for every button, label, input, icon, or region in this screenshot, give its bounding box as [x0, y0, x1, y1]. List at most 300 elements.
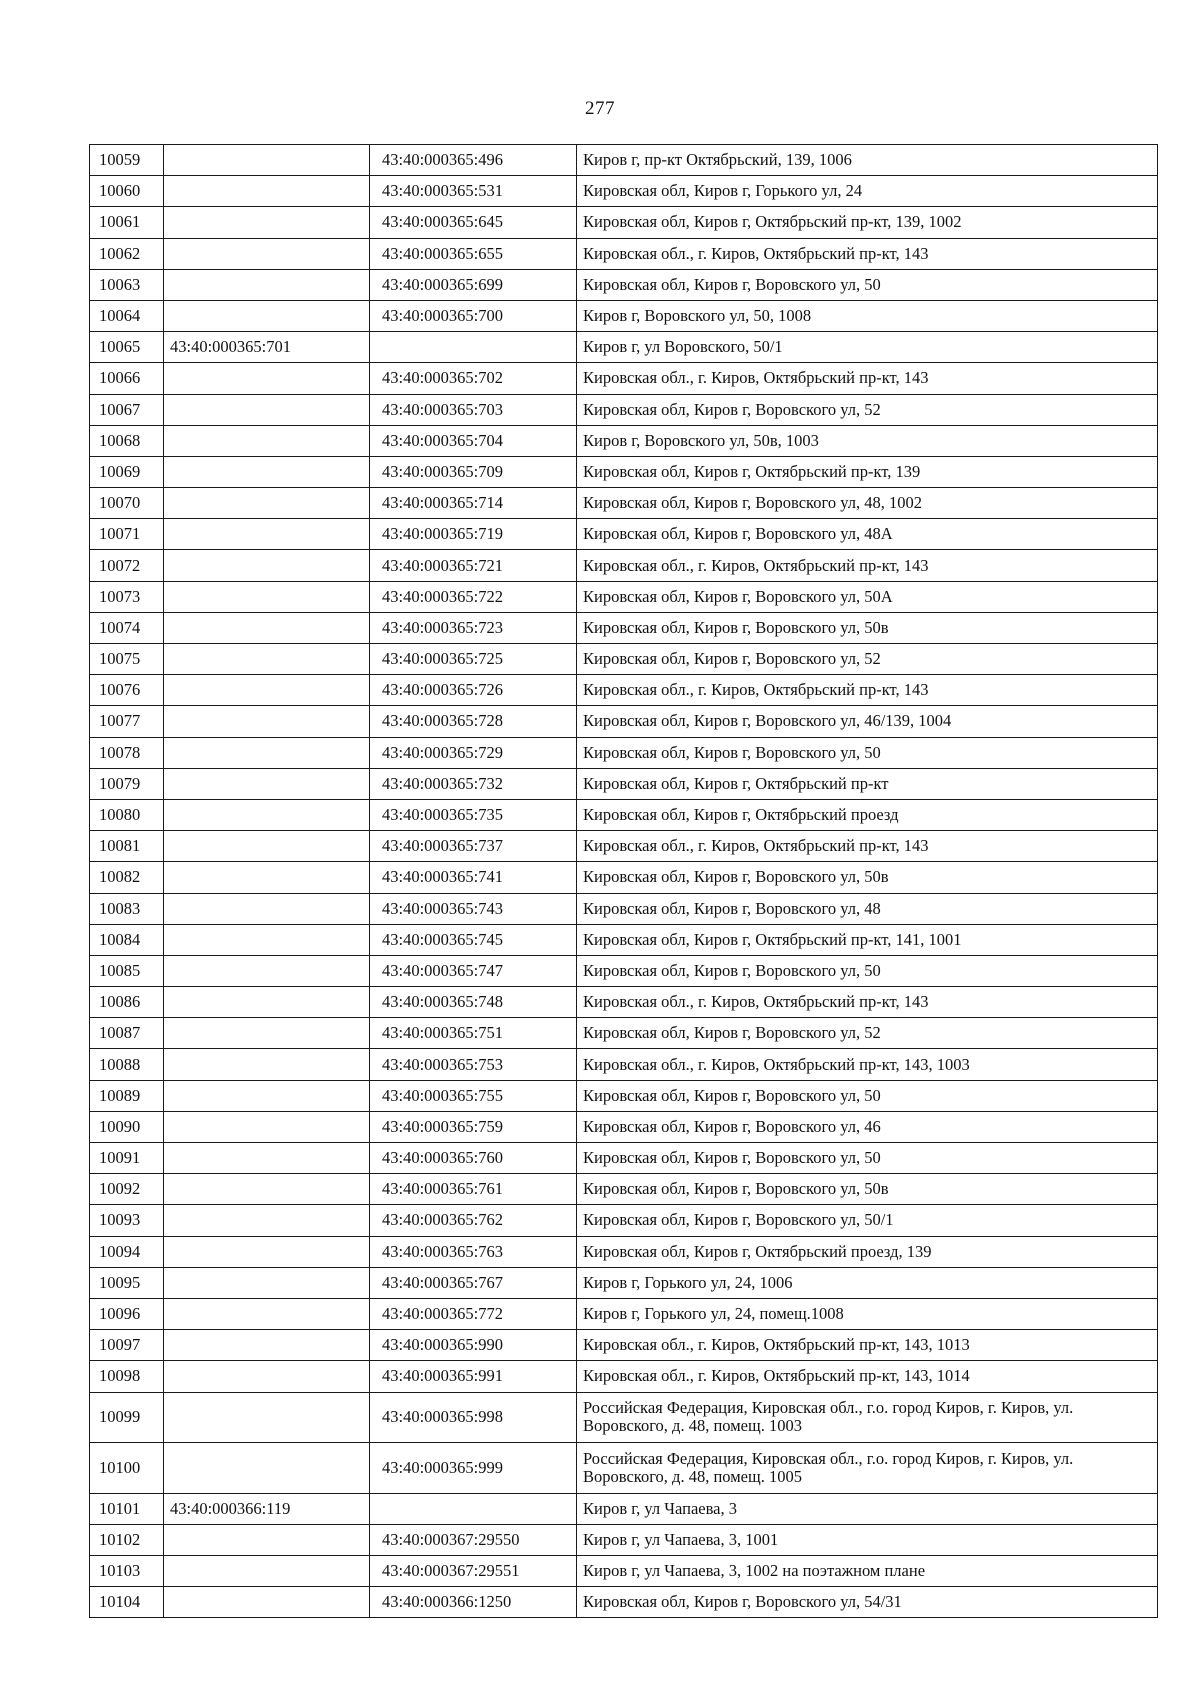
address-cell [577, 1143, 1158, 1174]
row-number-cell [90, 145, 164, 176]
row-number-cell [90, 924, 164, 955]
land-cadastral-number-cell [164, 425, 370, 456]
address-cell [577, 550, 1158, 581]
row-number-text: 10064 [99, 306, 141, 326]
row-number-cell [90, 394, 164, 425]
row-number-cell [90, 581, 164, 612]
land-cadastral-number-cell [164, 1174, 370, 1205]
address-text: Кировская обл., г. Киров, Октябрьский пр-кт, 143, 1003 [583, 1054, 970, 1074]
object-cadastral-number-cell [370, 862, 577, 893]
row-number-text: 10062 [99, 243, 141, 263]
land-cadastral-number-cell [164, 1587, 370, 1618]
table-row [90, 1174, 1158, 1205]
object-cadastral-number-cell [370, 1267, 577, 1298]
row-number-cell [90, 1080, 164, 1111]
address-cell [577, 644, 1158, 675]
row-number-cell [90, 1205, 164, 1236]
table-row [90, 924, 1158, 955]
address-text: Киров г, Горького ул, 24, 1006 [583, 1272, 793, 1292]
object-cadastral-number-text: 43:40:000365:704 [382, 430, 504, 450]
land-cadastral-number-cell [164, 1555, 370, 1586]
row-number-cell [90, 207, 164, 238]
land-cadastral-number-cell [164, 581, 370, 612]
object-cadastral-number-text: 43:40:000365:714 [382, 493, 504, 513]
row-number-text: 10075 [99, 649, 141, 669]
address-text: Кировская обл, Киров г, Октябрьский пр-кт, 139, 1002 [583, 212, 962, 232]
table-row [90, 1143, 1158, 1174]
land-cadastral-number-cell [164, 893, 370, 924]
address-cell [577, 924, 1158, 955]
object-cadastral-number-cell [370, 1143, 577, 1174]
land-cadastral-number-cell [164, 612, 370, 643]
row-number-cell [90, 1143, 164, 1174]
address-text: Кировская обл, Киров г, Воровского ул, 46/139, 1004 [583, 711, 952, 731]
object-cadastral-number-text: 43:40:000365:725 [382, 649, 504, 669]
table-row [90, 1205, 1158, 1236]
object-cadastral-number-text: 43:40:000365:645 [382, 212, 504, 232]
row-number-text: 10102 [99, 1529, 141, 1549]
address-text: Кировская обл, Киров г, Воровского ул, 54/31 [583, 1592, 902, 1612]
object-cadastral-number-cell [370, 581, 577, 612]
row-number-cell [90, 675, 164, 706]
address-cell [577, 831, 1158, 862]
row-number-text: 10067 [99, 399, 141, 419]
row-number-cell [90, 176, 164, 207]
land-cadastral-number-text: 43:40:000365:701 [170, 337, 292, 357]
address-cell [577, 332, 1158, 363]
object-cadastral-number-cell [370, 1174, 577, 1205]
row-number-text: 10074 [99, 617, 141, 637]
address-text: Кировская обл., г. Киров, Октябрьский пр-кт, 143 [583, 836, 929, 856]
address-cell [577, 394, 1158, 425]
table-row [90, 1493, 1158, 1524]
row-number-text: 10093 [99, 1210, 141, 1230]
address-text: Кировская обл, Киров г, Воровского ул, 52 [583, 1023, 881, 1043]
row-number-cell [90, 1361, 164, 1392]
address-cell [577, 1174, 1158, 1205]
object-cadastral-number-cell [370, 456, 577, 487]
address-cell [577, 893, 1158, 924]
row-number-text: 10078 [99, 742, 141, 762]
table-row [90, 1524, 1158, 1555]
row-number-cell [90, 987, 164, 1018]
object-cadastral-number-text [376, 337, 382, 356]
land-cadastral-number-cell [164, 1143, 370, 1174]
object-cadastral-number-cell [370, 1049, 577, 1080]
object-cadastral-number-cell [370, 519, 577, 550]
address-text: Кировская обл., г. Киров, Октябрьский пр-кт, 143, 1014 [583, 1366, 970, 1386]
land-cadastral-number-cell [164, 1361, 370, 1392]
land-cadastral-number-cell [164, 363, 370, 394]
object-cadastral-number-text: 43:40:000365:729 [382, 742, 504, 762]
row-number-cell [90, 1298, 164, 1329]
object-cadastral-number-cell [370, 394, 577, 425]
address-text: Киров г, ул Воровского, 50/1 [583, 337, 783, 357]
object-cadastral-number-cell [370, 644, 577, 675]
table-row [90, 456, 1158, 487]
address-cell [577, 1080, 1158, 1111]
address-cell [577, 207, 1158, 238]
registry-table-body [90, 145, 1158, 1618]
land-cadastral-number-cell [164, 1018, 370, 1049]
address-text: Российская Федерация, Кировская обл., г.о. город Киров, г. Киров, ул. Воровского, д. 48, помещ. 1003 [583, 1398, 1074, 1436]
object-cadastral-number-cell [370, 1524, 577, 1555]
row-number-text: 10083 [99, 898, 141, 918]
address-cell [577, 1392, 1158, 1443]
row-number-cell [90, 456, 164, 487]
row-number-text: 10098 [99, 1366, 141, 1386]
row-number-cell [90, 1587, 164, 1618]
object-cadastral-number-text: 43:40:000365:998 [382, 1407, 504, 1427]
object-cadastral-number-text: 43:40:000366:1250 [382, 1592, 512, 1612]
object-cadastral-number-text: 43:40:000365:751 [382, 1023, 504, 1043]
object-cadastral-number-cell [370, 706, 577, 737]
row-number-text: 10096 [99, 1304, 141, 1324]
row-number-cell [90, 1524, 164, 1555]
address-text: Киров г, Воровского ул, 50в, 1003 [583, 430, 819, 450]
land-cadastral-number-cell [164, 332, 370, 363]
table-row [90, 675, 1158, 706]
table-row [90, 862, 1158, 893]
table-row [90, 1111, 1158, 1142]
object-cadastral-number-text: 43:40:000365:760 [382, 1148, 504, 1168]
table-row [90, 488, 1158, 519]
row-number-text: 10070 [99, 493, 141, 513]
row-number-cell [90, 519, 164, 550]
row-number-text: 10077 [99, 711, 141, 731]
land-cadastral-number-cell [164, 768, 370, 799]
table-row [90, 1236, 1158, 1267]
address-cell [577, 1111, 1158, 1142]
row-number-text: 10086 [99, 992, 141, 1012]
address-text: Кировская обл, Киров г, Октябрьский пр-кт [583, 773, 889, 793]
row-number-text: 10059 [99, 150, 141, 170]
land-cadastral-number-cell [164, 1267, 370, 1298]
address-cell [577, 1361, 1158, 1392]
table-row [90, 581, 1158, 612]
address-text: Кировская обл, Киров г, Воровского ул, 50/1 [583, 1210, 894, 1230]
row-number-text: 10085 [99, 960, 141, 980]
object-cadastral-number-text: 43:40:000365:741 [382, 867, 504, 887]
address-cell [577, 176, 1158, 207]
row-number-cell [90, 332, 164, 363]
row-number-cell [90, 238, 164, 269]
object-cadastral-number-text: 43:40:000365:747 [382, 960, 504, 980]
object-cadastral-number-cell [370, 1443, 577, 1494]
address-cell [577, 363, 1158, 394]
row-number-cell [90, 1392, 164, 1443]
row-number-text: 10069 [99, 461, 141, 481]
address-cell [577, 1587, 1158, 1618]
address-text: Кировская обл, Киров г, Октябрьский проезд [583, 805, 899, 825]
row-number-cell [90, 737, 164, 768]
object-cadastral-number-cell [370, 1361, 577, 1392]
table-row [90, 1018, 1158, 1049]
row-number-cell [90, 1111, 164, 1142]
object-cadastral-number-cell [370, 550, 577, 581]
land-cadastral-number-cell [164, 1236, 370, 1267]
row-number-cell [90, 1018, 164, 1049]
object-cadastral-number-cell [370, 207, 577, 238]
row-number-text: 10068 [99, 430, 141, 450]
object-cadastral-number-text: 43:40:000365:721 [382, 555, 504, 575]
row-number-text: 10095 [99, 1272, 141, 1292]
row-number-cell [90, 363, 164, 394]
table-row [90, 176, 1158, 207]
address-cell [577, 706, 1158, 737]
object-cadastral-number-cell [370, 1205, 577, 1236]
address-text: Киров г, пр-кт Октябрьский, 139, 1006 [583, 150, 852, 170]
object-cadastral-number-cell [370, 488, 577, 519]
table-row [90, 955, 1158, 986]
row-number-text: 10063 [99, 274, 141, 294]
address-text: Кировская обл., г. Киров, Октябрьский пр-кт, 143 [583, 555, 929, 575]
table-row [90, 893, 1158, 924]
row-number-text: 10087 [99, 1023, 141, 1043]
table-row [90, 519, 1158, 550]
object-cadastral-number-cell [370, 1587, 577, 1618]
row-number-text: 10066 [99, 368, 141, 388]
object-cadastral-number-text: 43:40:000365:737 [382, 836, 504, 856]
table-row [90, 238, 1158, 269]
address-cell [577, 1205, 1158, 1236]
address-text: Киров г, Воровского ул, 50, 1008 [583, 306, 812, 326]
address-cell [577, 1267, 1158, 1298]
row-number-text: 10071 [99, 524, 141, 544]
land-cadastral-number-cell [164, 862, 370, 893]
row-number-text: 10101 [99, 1498, 141, 1518]
object-cadastral-number-cell [370, 269, 577, 300]
address-text: Кировская обл, Киров г, Воровского ул, 50 [583, 742, 881, 762]
land-cadastral-number-cell [164, 456, 370, 487]
row-number-text: 10079 [99, 773, 141, 793]
address-text: Кировская обл., г. Киров, Октябрьский пр-кт, 143 [583, 992, 929, 1012]
address-text: Кировская обл, Киров г, Воровского ул, 52 [583, 649, 881, 669]
object-cadastral-number-cell [370, 924, 577, 955]
object-cadastral-number-cell [370, 1330, 577, 1361]
row-number-text: 10065 [99, 337, 141, 357]
object-cadastral-number-text: 43:40:000365:735 [382, 805, 504, 825]
object-cadastral-number-text: 43:40:000365:761 [382, 1179, 504, 1199]
address-text: Кировская обл, Киров г, Воровского ул, 52 [583, 399, 881, 419]
land-cadastral-number-cell [164, 269, 370, 300]
address-text: Кировская обл., г. Киров, Октябрьский пр-кт, 143 [583, 243, 929, 263]
address-cell [577, 519, 1158, 550]
land-cadastral-number-cell [164, 924, 370, 955]
object-cadastral-number-text: 43:40:000365:726 [382, 680, 504, 700]
table-row [90, 550, 1158, 581]
table-row [90, 425, 1158, 456]
address-cell [577, 1049, 1158, 1080]
address-text: Кировская обл, Киров г, Октябрьский пр-кт, 141, 1001 [583, 929, 962, 949]
address-cell [577, 1443, 1158, 1494]
row-number-cell [90, 706, 164, 737]
row-number-cell [90, 269, 164, 300]
address-cell [577, 955, 1158, 986]
row-number-text: 10073 [99, 586, 141, 606]
table-row [90, 207, 1158, 238]
address-cell [577, 238, 1158, 269]
object-cadastral-number-cell [370, 238, 577, 269]
address-text: Российская Федерация, Кировская обл., г.о. город Киров, г. Киров, ул. Воровского, д. 48, помещ. 1005 [583, 1448, 1074, 1486]
address-text: Кировская обл, Киров г, Воровского ул, 50 [583, 960, 881, 980]
object-cadastral-number-text: 43:40:000365:655 [382, 243, 504, 263]
land-cadastral-number-cell [164, 675, 370, 706]
address-cell [577, 1236, 1158, 1267]
land-cadastral-number-cell [164, 207, 370, 238]
object-cadastral-number-text: 43:40:000365:700 [382, 306, 504, 326]
address-cell [577, 1524, 1158, 1555]
object-cadastral-number-cell [370, 1298, 577, 1329]
address-cell [577, 1493, 1158, 1524]
row-number-text: 10072 [99, 555, 141, 575]
object-cadastral-number-text: 43:40:000367:29550 [382, 1529, 520, 1549]
object-cadastral-number-cell [370, 1111, 577, 1142]
address-text: Киров г, ул Чапаева, 3, 1001 [583, 1529, 779, 1549]
land-cadastral-number-cell [164, 145, 370, 176]
object-cadastral-number-cell [370, 300, 577, 331]
land-cadastral-number-cell [164, 550, 370, 581]
object-cadastral-number-cell [370, 1493, 577, 1524]
row-number-text: 10060 [99, 181, 141, 201]
object-cadastral-number-cell [370, 675, 577, 706]
address-cell [577, 581, 1158, 612]
address-text: Кировская обл, Киров г, Октябрьский проезд, 139 [583, 1241, 932, 1261]
address-cell [577, 300, 1158, 331]
address-text: Кировская обл, Киров г, Воровского ул, 50А [583, 586, 893, 606]
table-row [90, 394, 1158, 425]
row-number-cell [90, 862, 164, 893]
object-cadastral-number-text: 43:40:000365:723 [382, 617, 504, 637]
table-row [90, 363, 1158, 394]
row-number-text: 10076 [99, 680, 141, 700]
land-cadastral-number-cell [164, 488, 370, 519]
table-row [90, 1080, 1158, 1111]
row-number-cell [90, 1174, 164, 1205]
table-row [90, 1361, 1158, 1392]
address-cell [577, 1298, 1158, 1329]
row-number-text: 10080 [99, 805, 141, 825]
row-number-text: 10091 [99, 1148, 141, 1168]
row-number-text: 10088 [99, 1054, 141, 1074]
table-row [90, 799, 1158, 830]
land-cadastral-number-cell [164, 519, 370, 550]
row-number-cell [90, 768, 164, 799]
row-number-text: 10097 [99, 1335, 141, 1355]
row-number-text: 10081 [99, 836, 141, 856]
object-cadastral-number-text: 43:40:000365:767 [382, 1272, 504, 1292]
row-number-text: 10061 [99, 212, 141, 232]
address-text: Кировская обл, Киров г, Воровского ул, 46 [583, 1116, 881, 1136]
row-number-text: 10100 [99, 1457, 141, 1477]
row-number-text: 10104 [99, 1592, 141, 1612]
object-cadastral-number-cell [370, 1236, 577, 1267]
address-text: Кировская обл, Киров г, Воровского ул, 50 [583, 1148, 881, 1168]
land-cadastral-number-cell [164, 394, 370, 425]
table-row [90, 269, 1158, 300]
row-number-text: 10094 [99, 1241, 141, 1261]
object-cadastral-number-text: 43:40:000365:709 [382, 461, 504, 481]
row-number-cell [90, 893, 164, 924]
land-cadastral-number-text: 43:40:000366:119 [170, 1498, 291, 1518]
table-row [90, 1555, 1158, 1586]
address-text: Кировская обл, Киров г, Горького ул, 24 [583, 181, 863, 201]
land-cadastral-number-cell [164, 831, 370, 862]
address-text: Кировская обл., г. Киров, Октябрьский пр-кт, 143 [583, 680, 929, 700]
table-row [90, 1587, 1158, 1618]
address-text: Кировская обл, Киров г, Воровского ул, 50в [583, 867, 889, 887]
address-cell [577, 145, 1158, 176]
object-cadastral-number-text: 43:40:000367:29551 [382, 1560, 520, 1580]
row-number-text: 10099 [99, 1407, 141, 1427]
object-cadastral-number-cell [370, 176, 577, 207]
row-number-cell [90, 612, 164, 643]
land-cadastral-number-cell [164, 1298, 370, 1329]
land-cadastral-number-cell [164, 955, 370, 986]
row-number-cell [90, 1236, 164, 1267]
object-cadastral-number-cell [370, 332, 577, 363]
object-cadastral-number-cell [370, 955, 577, 986]
row-number-cell [90, 1330, 164, 1361]
table-row [90, 1049, 1158, 1080]
object-cadastral-number-text: 43:40:000365:728 [382, 711, 504, 731]
row-number-cell [90, 1049, 164, 1080]
row-number-cell [90, 799, 164, 830]
land-cadastral-number-cell [164, 1330, 370, 1361]
table-row [90, 1330, 1158, 1361]
object-cadastral-number-text: 43:40:000365:496 [382, 150, 504, 170]
object-cadastral-number-text: 43:40:000365:531 [382, 181, 504, 201]
object-cadastral-number-text: 43:40:000365:719 [382, 524, 504, 544]
address-text: Кировская обл, Киров г, Воровского ул, 48 [583, 898, 881, 918]
object-cadastral-number-text: 43:40:000365:699 [382, 274, 504, 294]
table-row [90, 831, 1158, 862]
land-cadastral-number-cell [164, 1524, 370, 1555]
address-cell [577, 425, 1158, 456]
land-cadastral-number-cell [164, 1080, 370, 1111]
address-cell [577, 862, 1158, 893]
object-cadastral-number-text: 43:40:000365:748 [382, 992, 504, 1012]
row-number-cell [90, 1267, 164, 1298]
object-cadastral-number-text [376, 1499, 382, 1518]
address-text: Кировская обл, Киров г, Воровского ул, 50 [583, 274, 881, 294]
row-number-cell [90, 488, 164, 519]
address-text: Кировская обл, Киров г, Октябрьский пр-кт, 139 [583, 461, 921, 481]
land-cadastral-number-cell [164, 300, 370, 331]
address-text: Кировская обл, Киров г, Воровского ул, 48А [583, 524, 893, 544]
land-cadastral-number-cell [164, 799, 370, 830]
address-cell [577, 488, 1158, 519]
object-cadastral-number-cell [370, 768, 577, 799]
object-cadastral-number-cell [370, 987, 577, 1018]
table-row [90, 737, 1158, 768]
table-row [90, 706, 1158, 737]
address-text: Киров г, Горького ул, 24, помещ.1008 [583, 1304, 844, 1324]
address-cell [577, 612, 1158, 643]
object-cadastral-number-cell [370, 799, 577, 830]
table-row [90, 987, 1158, 1018]
table-row [90, 332, 1158, 363]
row-number-cell [90, 1493, 164, 1524]
address-text: Киров г, ул Чапаева, 3 [583, 1498, 737, 1518]
object-cadastral-number-text: 43:40:000365:991 [382, 1366, 504, 1386]
object-cadastral-number-text: 43:40:000365:755 [382, 1085, 504, 1105]
object-cadastral-number-cell [370, 612, 577, 643]
land-cadastral-number-cell [164, 644, 370, 675]
object-cadastral-number-cell [370, 737, 577, 768]
address-text: Киров г, ул Чапаева, 3, 1002 на поэтажном плане [583, 1560, 926, 1580]
registry-table [89, 144, 1158, 1618]
